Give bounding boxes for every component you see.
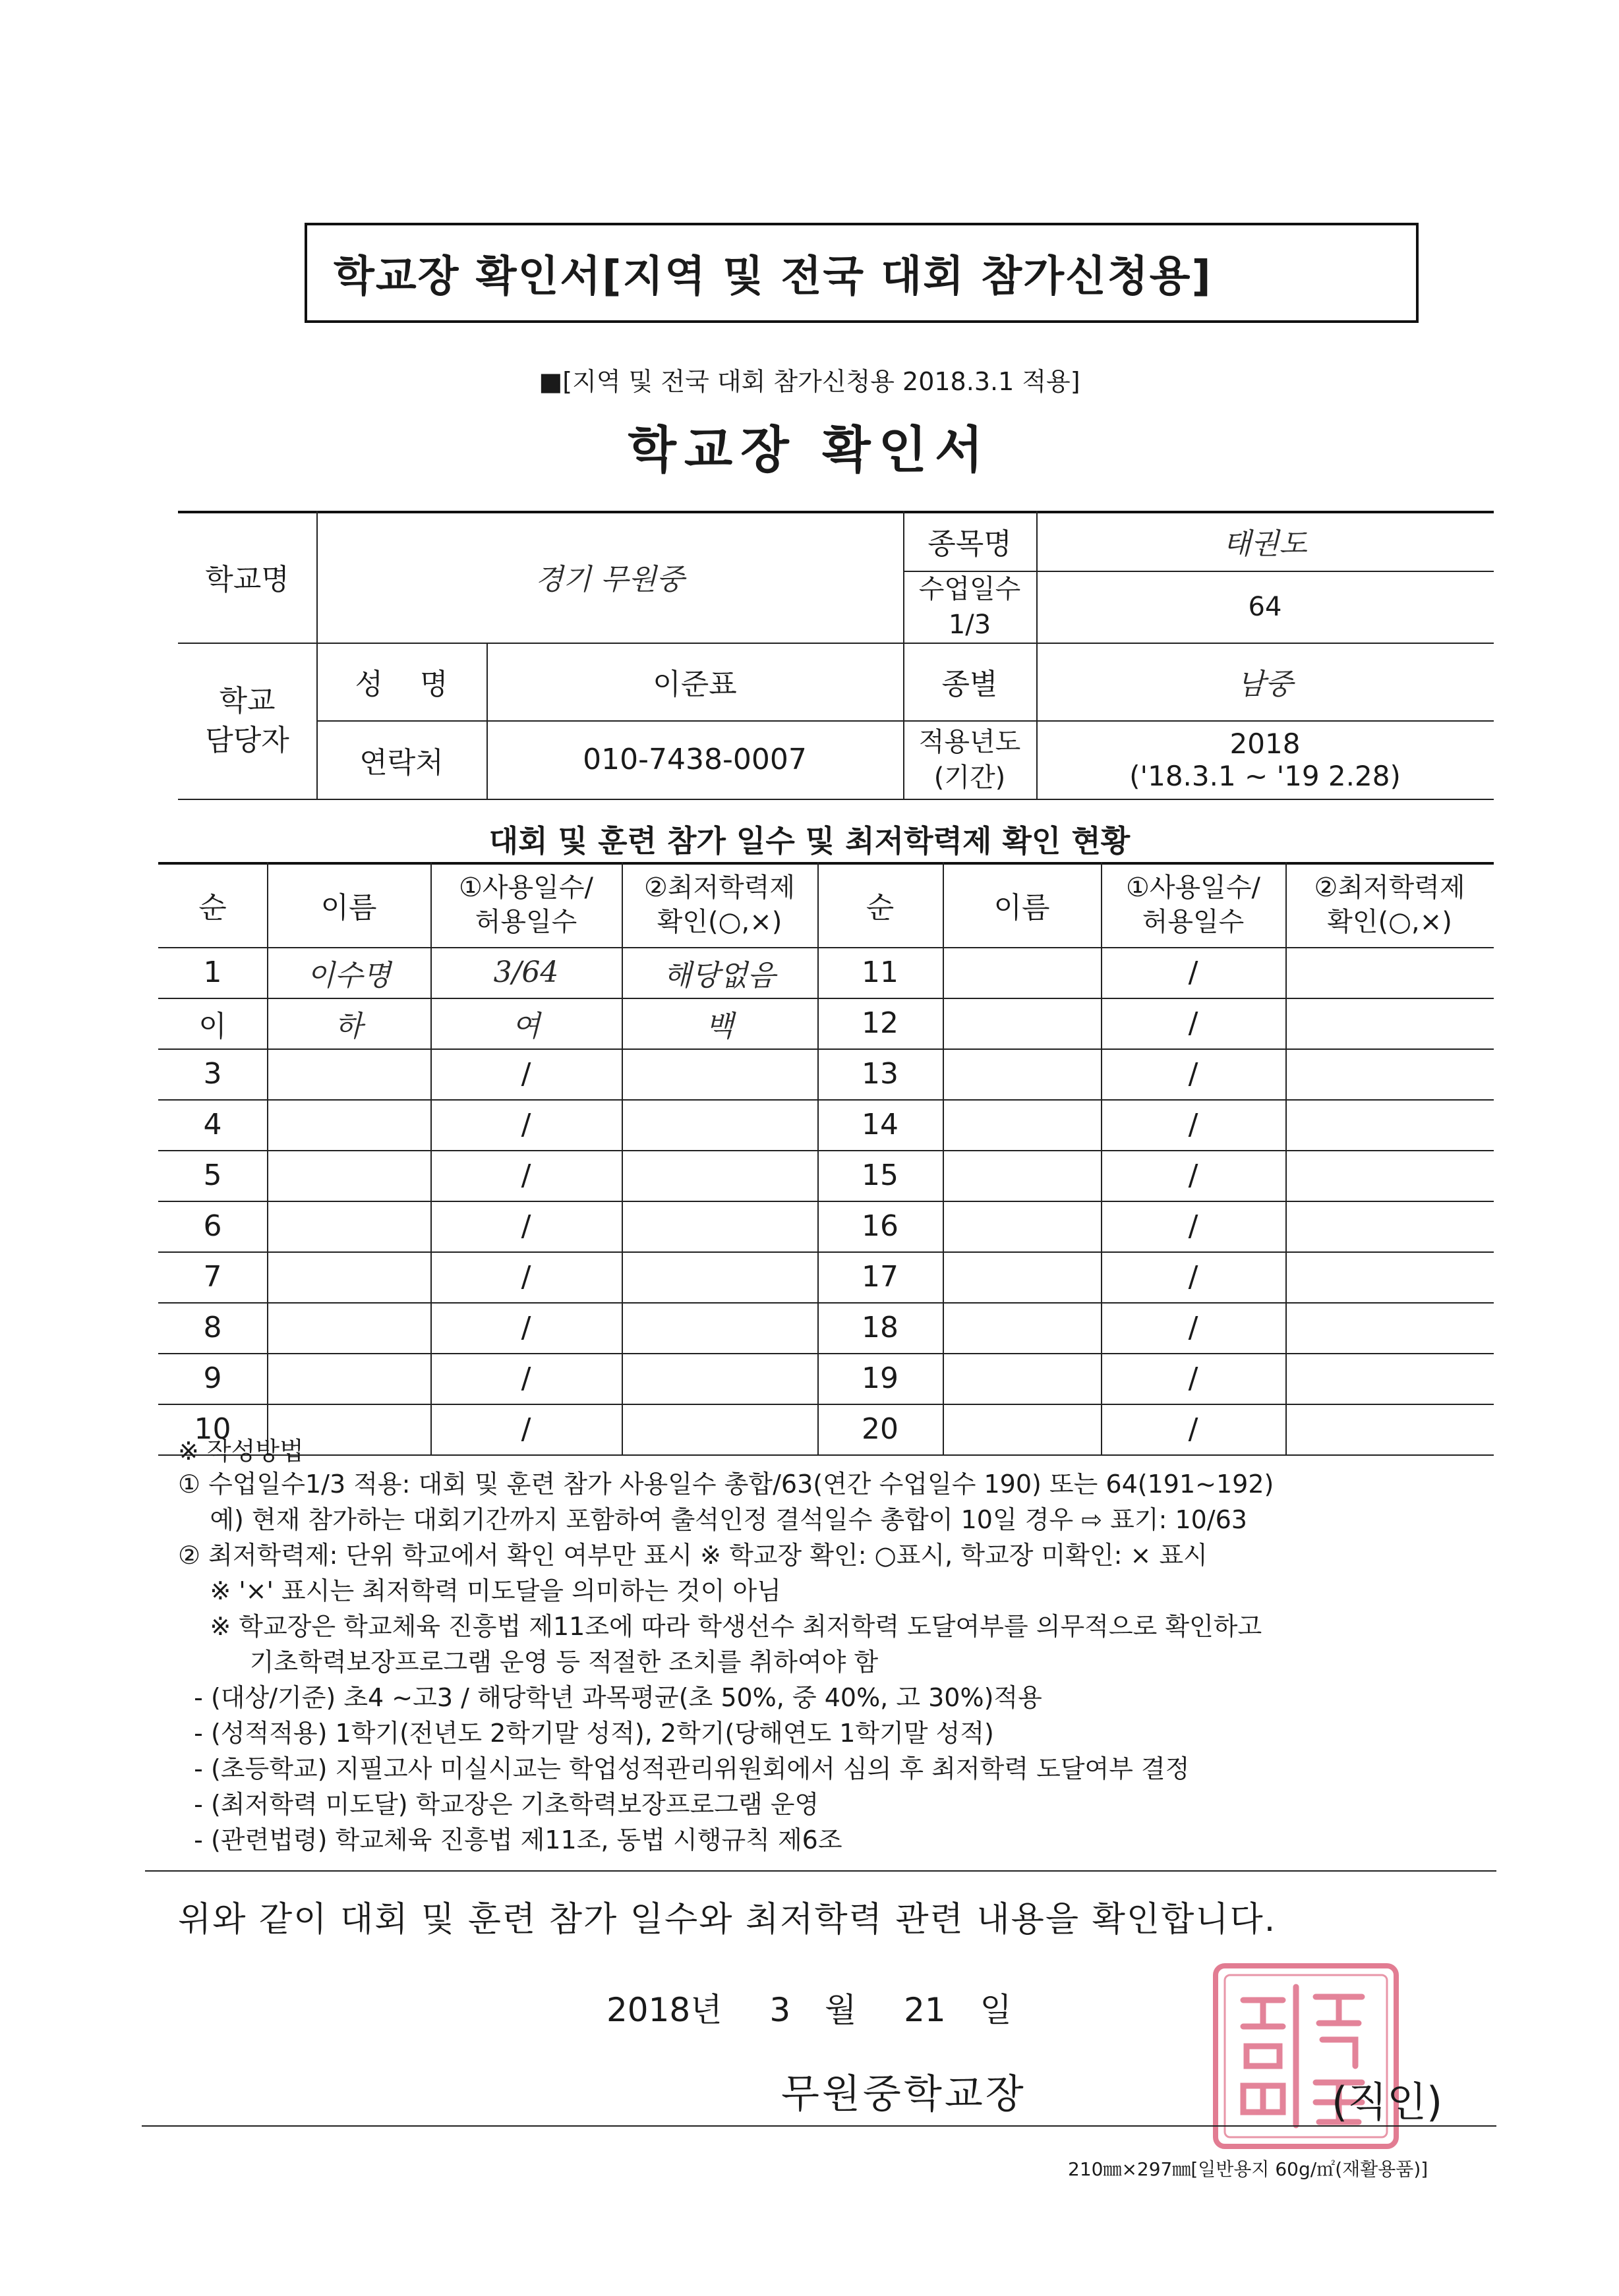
left-row-7-check <box>622 1251 817 1302</box>
right-row-8-check <box>1285 1302 1494 1353</box>
right-row-8-days: / <box>1188 1311 1198 1344</box>
left-row-6-check <box>622 1201 817 1251</box>
right-row-8-name <box>943 1302 1101 1353</box>
left-row-4-days: / <box>521 1108 531 1141</box>
event-value: 태권도 <box>1223 527 1307 561</box>
note-line: ※ '×' 표시는 최저학력 미도달을 의미하는 것이 아님 <box>178 1576 781 1605</box>
section-title: 대회 및 훈련 참가 일수 및 최저학력제 확인 현황 <box>488 823 1131 859</box>
date-month: 3 <box>769 1991 791 2029</box>
event-label: 종목명 <box>927 527 1012 561</box>
right-row-6-check <box>1285 1201 1494 1251</box>
left-row-4-no: 4 <box>203 1108 222 1141</box>
notes-list <box>178 1468 1496 1860</box>
left-row-1-no: 1 <box>203 956 222 989</box>
table-column-divider <box>1101 862 1102 1454</box>
left-row-3-no: 3 <box>203 1057 222 1091</box>
left-row-2-days: 여 <box>512 1009 541 1043</box>
table-column-divider <box>622 862 623 1454</box>
note-line: - (대상/기준) 초4 ~고3 / 해당학년 과목평균(초 50%, 중 40%, 고 30%)적용 <box>178 1683 1042 1712</box>
note-line: 예) 현재 참가하는 대회기간까지 포함하여 출석인정 결석일수 총합이 10일 경우 ⇨ 표기: 10/63 <box>178 1505 1247 1534</box>
manager-name-value: 이준표 <box>653 668 737 701</box>
left-row-2-no: 이 <box>198 1009 227 1043</box>
note-line: 기초학력보장프로그램 운영 등 적절한 조치를 취하여야 함 <box>178 1648 879 1677</box>
right-row-6-name <box>943 1201 1101 1251</box>
left-row-5-check <box>622 1150 817 1201</box>
left-row-9-days: / <box>521 1362 531 1395</box>
left-row-3-name <box>267 1048 430 1099</box>
year-cell <box>1036 720 1494 799</box>
right-row-2-no: 12 <box>862 1006 898 1040</box>
left-row-9-no: 9 <box>203 1362 222 1395</box>
right-row-5-days: / <box>1188 1159 1198 1192</box>
year-label: 적용년도 (기간) <box>918 726 1021 793</box>
date-month-unit: 월 <box>824 1991 857 2029</box>
header-days-left: ①사용일수/ 허용일수 <box>459 872 593 937</box>
right-row-2-name <box>943 998 1101 1048</box>
left-row-1-name: 이수명 <box>307 958 391 992</box>
right-row-7-days: / <box>1188 1260 1198 1294</box>
left-row-9-name <box>267 1353 430 1404</box>
right-row-7-check <box>1285 1251 1494 1302</box>
notes-heading: ※ 작성방법 <box>178 1437 304 1466</box>
right-row-10-name <box>943 1404 1101 1454</box>
left-row-5-days: / <box>521 1159 531 1192</box>
right-row-1-days: / <box>1188 956 1198 989</box>
note-line: - (초등학교) 지필고사 미실시교는 학업성적관리위원회에서 심의 후 최저학력 도달여부 결정 <box>178 1754 1190 1783</box>
right-row-3-days: / <box>1188 1057 1198 1091</box>
left-row-8-days: / <box>521 1311 531 1344</box>
closing-statement: 위와 같이 대회 및 훈련 참가 일수와 최저학력 관련 내용을 확인합니다. <box>178 1900 1277 1939</box>
right-row-2-check <box>1285 998 1494 1048</box>
note-line: ※ 학교장은 학교체육 진흥법 제11조에 따라 학생선수 최저학력 도달여부를 의무적으로 확인하고 <box>178 1612 1262 1641</box>
table-column-divider <box>1285 862 1287 1454</box>
left-row-8-name <box>267 1302 430 1353</box>
right-row-5-check <box>1285 1150 1494 1201</box>
left-row-6-name <box>267 1201 430 1251</box>
right-row-1-check <box>1285 947 1494 998</box>
left-row-5-name <box>267 1150 430 1201</box>
left-row-8-check <box>622 1302 817 1353</box>
right-row-5-name <box>943 1150 1101 1201</box>
signer-name: 무원중학교장 <box>781 2071 1026 2117</box>
left-row-6-no: 6 <box>203 1209 222 1243</box>
header-check-left: ②최저학력제 확인(○,×) <box>643 872 796 937</box>
right-row-9-name <box>943 1353 1101 1404</box>
header-no-right: 순 <box>866 890 895 925</box>
manager-label: 학교 담당자 <box>205 683 289 757</box>
left-row-7-name <box>267 1251 430 1302</box>
contact-value: 010-7438-0007 <box>583 743 807 776</box>
left-row-2-name: 하 <box>334 1009 363 1043</box>
table-row-divider <box>158 1454 1494 1456</box>
right-row-10-days: / <box>1188 1412 1198 1446</box>
right-row-4-check <box>1285 1099 1494 1150</box>
table-column-divider <box>267 862 268 1454</box>
right-row-6-no: 16 <box>862 1209 898 1243</box>
left-row-4-check <box>622 1099 817 1150</box>
left-row-10-check <box>622 1404 817 1454</box>
right-row-2-days: / <box>1188 1006 1198 1040</box>
right-row-7-name <box>943 1251 1101 1302</box>
contact-label: 연락처 <box>359 745 444 780</box>
left-row-3-days: / <box>521 1057 531 1091</box>
right-row-10-check <box>1285 1404 1494 1454</box>
school-days-label: 수업일수 1/3 <box>918 573 1021 640</box>
school-name-value: 경기 무원중 <box>535 563 685 596</box>
left-row-10-days: / <box>521 1412 531 1446</box>
right-row-5-no: 15 <box>862 1159 898 1192</box>
right-row-1-name <box>943 947 1101 998</box>
gender-label: 종별 <box>941 668 998 701</box>
right-row-4-days: / <box>1188 1108 1198 1141</box>
header-name-right: 이름 <box>993 890 1050 925</box>
header-no-left: 순 <box>198 890 227 925</box>
right-row-3-check <box>1285 1048 1494 1099</box>
left-row-7-no: 7 <box>203 1260 222 1294</box>
header-name-left: 이름 <box>320 890 377 925</box>
right-row-8-no: 18 <box>862 1311 898 1344</box>
note-line: - (관련법령) 학교체육 진흥법 제11조, 동법 시행규칙 제6조 <box>178 1825 842 1854</box>
right-row-9-days: / <box>1188 1362 1198 1395</box>
left-row-10-no: 10 <box>194 1412 231 1446</box>
left-row-1-days: 3/64 <box>493 956 559 989</box>
page-title: 학교장 확인서 <box>628 420 991 479</box>
table-column-divider <box>430 862 432 1454</box>
date-line <box>606 1984 1012 2031</box>
left-row-2-check: 백 <box>705 1009 734 1043</box>
right-row-6-days: / <box>1188 1209 1198 1243</box>
manager-name-label: 성 명 <box>355 668 448 701</box>
note-line: ① 수업일수1/3 적용: 대회 및 훈련 참가 사용일수 총합/63(연간 수업일수 190) 또는 64(191~192) <box>178 1470 1274 1499</box>
header-days-right: ①사용일수/ 허용일수 <box>1126 872 1260 937</box>
note-line: ② 최저학력제: 단위 학교에서 확인 여부만 표시 ※ 학교장 확인: ○표시, 학교장 미확인: × 표시 <box>178 1541 1208 1570</box>
gender-value: 남중 <box>1237 668 1293 701</box>
note-line: - (성적적용) 1학기(전년도 2학기말 성적), 2학기(당해연도 1학기말 성적) <box>178 1719 994 1748</box>
note-line: - (최저학력 미도달) 학교장은 기초학력보장프로그램 운영 <box>178 1790 819 1819</box>
right-row-9-no: 19 <box>862 1362 898 1395</box>
left-row-9-check <box>622 1353 817 1404</box>
right-row-3-name <box>943 1048 1101 1099</box>
school-name-label: 학교명 <box>205 563 289 596</box>
seal-label: (직인) <box>1332 2078 1443 2126</box>
left-row-5-no: 5 <box>203 1159 222 1192</box>
paper-spec-footer: 210㎜×297㎜[일반용지 60g/㎡(재활용품)] <box>1068 2158 1428 2180</box>
header-check-right: ②최저학력제 확인(○,×) <box>1314 872 1465 937</box>
right-row-7-no: 17 <box>862 1260 898 1294</box>
left-row-8-no: 8 <box>203 1311 222 1344</box>
date-day-unit: 일 <box>980 1991 1012 2029</box>
year-value: 2018 <box>1229 727 1301 760</box>
right-row-1-no: 11 <box>862 956 898 989</box>
form-subtitle: ■[지역 및 전국 대회 참가신청용 2018.3.1 적용] <box>539 367 1080 396</box>
left-row-7-days: / <box>521 1260 531 1294</box>
form-type-title: 학교장 확인서[지역 및 전국 대회 참가신청용] <box>305 223 1419 323</box>
period-value: ('18.3.1 ~ '19 2.28) <box>1129 759 1401 792</box>
date-day: 21 <box>904 1991 946 2029</box>
left-row-6-days: / <box>521 1209 531 1243</box>
table-column-divider <box>943 862 944 1454</box>
left-row-1-check: 해당없음 <box>663 958 776 992</box>
left-row-4-name <box>267 1099 430 1150</box>
left-row-3-check <box>622 1048 817 1099</box>
date-year: 2018년 <box>606 1991 722 2029</box>
right-row-10-no: 20 <box>862 1412 898 1446</box>
right-row-4-name <box>943 1099 1101 1150</box>
right-row-9-check <box>1285 1353 1494 1404</box>
right-row-4-no: 14 <box>862 1108 898 1141</box>
right-row-3-no: 13 <box>862 1057 898 1091</box>
school-days-value: 64 <box>1248 591 1282 622</box>
